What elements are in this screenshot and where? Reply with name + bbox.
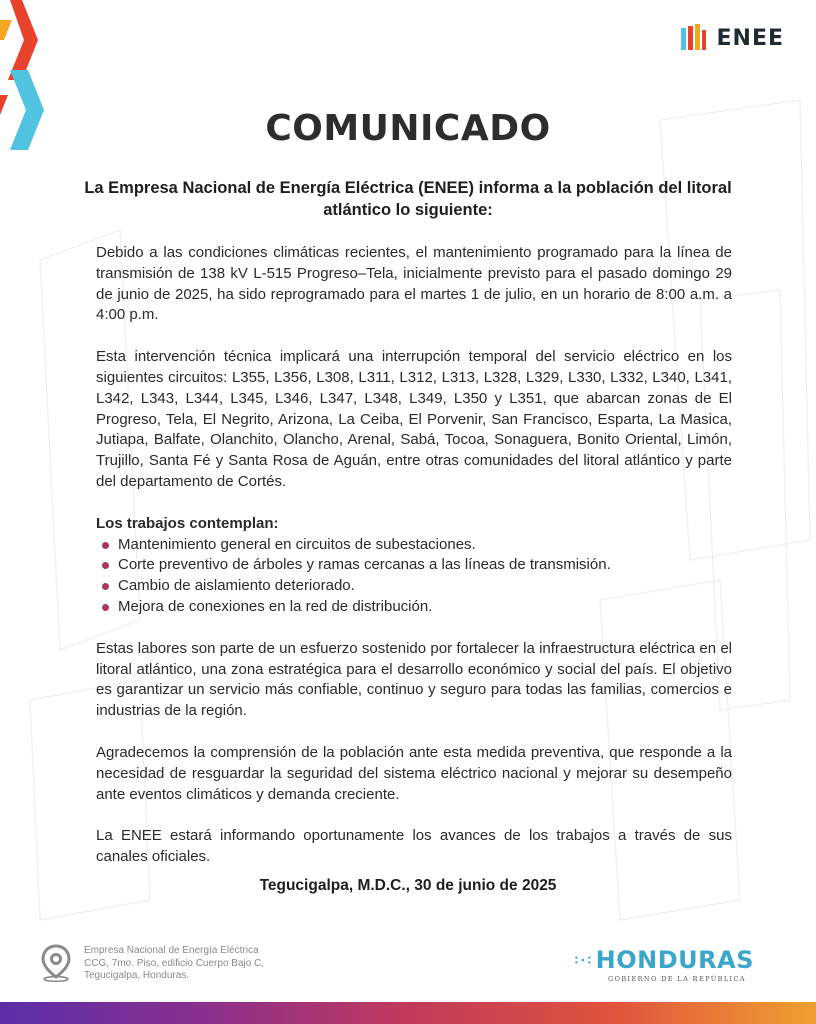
bullet-icon xyxy=(102,562,109,569)
bullet-icon xyxy=(102,542,109,549)
list-item: Corte preventivo de árboles y ramas cercanas a las líneas de transmisión. xyxy=(96,555,732,576)
enee-logo-mark-icon xyxy=(681,24,707,52)
communique-body xyxy=(96,243,732,868)
stars-icon xyxy=(574,950,592,970)
paragraph-circuits: Esta intervención técnica implicará una interrupción temporal del servicio eléctrico en los siguientes circuitos: L355, L356, L308, L311, L312, L313, L328, L329, L330, L332, L340, L341, L342, L343, L344, L345, L346, L347, L348, L349, L350 y L351, que abarcan zonas de El Progreso, Tela, El Negrito, Arizona, La Ceiba, El Porvenir, San Francisco, Esparta, La Masica, Jutiapa, Balfate, Olanchito, Olancho, Arenal, Sabá, Tocoa, Sonaguera, Bonito Oriental, Limón, Trujillo, Santa Fé y Santa Rosa de Aguán, entre otras comunidades del litoral atlántico y parte del departamento de Cortés. xyxy=(96,348,732,490)
paragraph-purpose: Estas labores son parte de un esfuerzo sostenido por fortalecer la infraestructura eléctrica en el litoral atlántico, una zona estratégica para el desarrollo económico y social del país. El objetivo es garantizar un servicio más confiable, continuo y seguro para todas las familias, comercios e industrias de la región. xyxy=(96,639,732,720)
enee-logo xyxy=(681,24,785,52)
intro-heading: La Empresa Nacional de Energía Eléctrica (ENEE) informa a la población del litoral atlántico lo siguiente: xyxy=(84,179,732,219)
address-line: Empresa Nacional de Energía Eléctrica xyxy=(84,945,259,956)
place-date-signature: Tegucigalpa, M.D.C., 30 de junio de 2025 xyxy=(259,877,557,894)
address-line: CCG, 7mo. Piso, edificio Cuerpo Bajo C, xyxy=(84,957,265,969)
list-item: Cambio de aislamiento deteriorado. xyxy=(96,576,732,597)
honduras-subtitle: GOBIERNO DE LA REPÚBLICA xyxy=(608,975,746,983)
works-list xyxy=(96,535,732,618)
paragraph-thanks: Agradecemos la comprensión de la población ante esta medida preventiva, que responde a la necesidad de resguardar la seguridad del sistema eléctrico nacional y mejorar su desempeño ante eventos climáticos y demanda creciente. xyxy=(96,743,732,803)
list-item: Mantenimiento general en circuitos de subestaciones. xyxy=(96,535,732,556)
bottom-gradient-bar xyxy=(0,1002,816,1024)
logo-text: ENEE xyxy=(716,25,784,51)
bullet-icon xyxy=(102,583,109,590)
page-title: COMUNICADO xyxy=(265,108,551,149)
works-title: Los trabajos contemplan: xyxy=(96,514,279,532)
footer-address xyxy=(40,944,264,983)
list-item: Mejora de conexiones en la red de distribución. xyxy=(96,597,732,618)
address-line: Tegucigalpa, Honduras. xyxy=(84,970,190,981)
paragraph-reschedule: Debido a las condiciones climáticas recientes, el mantenimiento programado para la línea de transmisión de 138 kV L-515 Progreso–Tela, inicialmente previsto para el pasado domingo 29 de junio de 2025, ha sido reprogramado para el martes 1 de julio, en un horario de 8:00 a.m. a 4:00 p.m. xyxy=(96,244,732,324)
honduras-government-logo xyxy=(574,946,754,983)
location-pin-icon xyxy=(40,944,72,982)
honduras-wordmark: HONDURAS xyxy=(595,946,754,974)
bullet-icon xyxy=(102,604,109,611)
paragraph-updates: La ENEE estará informando oportunamente los avances de los trabajos a través de sus canales oficiales. xyxy=(96,827,732,866)
